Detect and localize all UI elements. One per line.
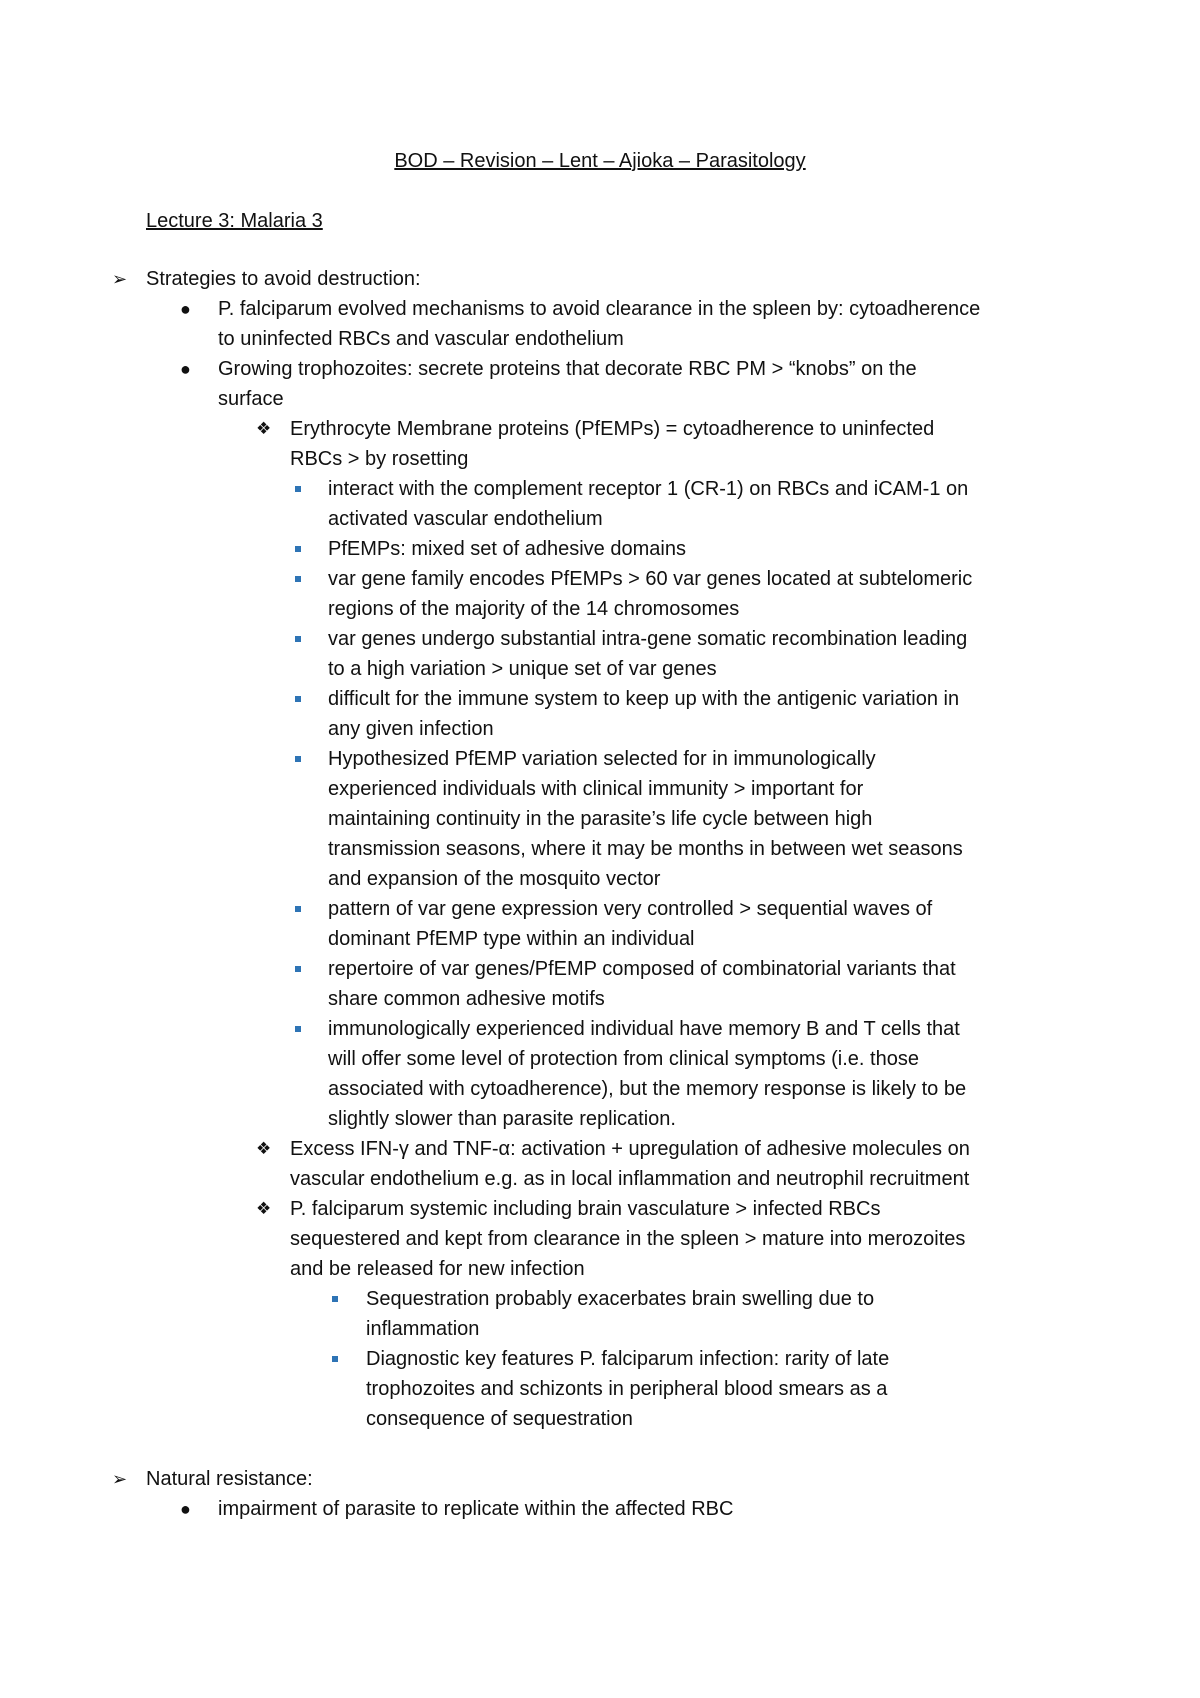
list-item-line: P. falciparum systemic including brain vasculature > infected RBCs: [290, 1198, 881, 1220]
list-item-line: consequence of sequestration: [366, 1408, 633, 1430]
document-title: BOD – Revision – Lent – Ajioka – Parasitology: [394, 150, 806, 172]
square-bullet-icon: [332, 1356, 338, 1362]
list-item-line: slightly slower than parasite replication.: [328, 1108, 676, 1130]
list-item-line: to uninfected RBCs and vascular endothelium: [218, 328, 624, 350]
list-item-line: difficult for the immune system to keep up with the antigenic variation in: [328, 688, 960, 710]
list-item-line: experienced individuals with clinical immunity > important for: [328, 778, 864, 800]
list-item-line: transmission seasons, where it may be months in between wet seasons: [328, 838, 963, 860]
list-item-line: Excess IFN-γ and TNF-α: activation + upregulation of adhesive molecules on: [290, 1138, 970, 1160]
list-item-line: inflammation: [366, 1318, 480, 1340]
list-item-line: var gene family encodes PfEMPs > 60 var genes located at subtelomeric: [328, 568, 973, 590]
list-item-line: to a high variation > unique set of var genes: [328, 658, 717, 680]
list-item-line: any given infection: [328, 718, 494, 740]
square-bullet-icon: [295, 546, 301, 552]
list-item-line: activated vascular endothelium: [328, 508, 603, 530]
diamond-bullet-icon: ❖: [256, 1199, 272, 1218]
square-bullet-icon: [295, 756, 301, 762]
square-bullet-icon: [295, 576, 301, 582]
list-item-line: and be released for new infection: [290, 1258, 585, 1280]
list-item-line: will offer some level of protection from clinical symptoms (i.e. those: [328, 1048, 919, 1070]
list-item-line: pattern of var gene expression very controlled > sequential waves of: [328, 898, 933, 920]
dot-bullet-icon: ●: [180, 1499, 191, 1519]
list-item-line: surface: [218, 388, 284, 410]
list-item-line: var genes undergo substantial intra-gene somatic recombination leading: [328, 628, 968, 650]
list-item-line: Growing trophozoites: secrete proteins that decorate RBC PM > “knobs” on the: [218, 358, 917, 380]
list-item-line: associated with cytoadherence), but the memory response is likely to be: [328, 1078, 967, 1100]
square-bullet-icon: [295, 966, 301, 972]
list-item-line: trophozoites and schizonts in peripheral blood smears as a: [366, 1378, 888, 1400]
list-item-line: P. falciparum evolved mechanisms to avoid clearance in the spleen by: cytoadherence: [218, 298, 981, 320]
list-item-line: Sequestration probably exacerbates brain swelling due to: [366, 1288, 875, 1310]
list-item-line: maintaining continuity in the parasite’s life cycle between high: [328, 808, 873, 830]
diamond-bullet-icon: ❖: [256, 419, 272, 438]
square-bullet-icon: [295, 1026, 301, 1032]
dot-bullet-icon: ●: [180, 359, 191, 379]
square-bullet-icon: [295, 696, 301, 702]
list-item-line: dominant PfEMP type within an individual: [328, 928, 695, 950]
list-item-line: and expansion of the mosquito vector: [328, 868, 661, 890]
list-item-line: interact with the complement receptor 1 (CR-1) on RBCs and iCAM-1 on: [328, 478, 969, 500]
list-item-line: Hypothesized PfEMP variation selected for in immunologically: [328, 748, 876, 770]
lecture-heading: Lecture 3: Malaria 3: [146, 210, 323, 232]
list-item-line: immunologically experienced individual have memory B and T cells that: [328, 1018, 960, 1040]
dot-bullet-icon: ●: [180, 299, 191, 319]
list-item-line: Erythrocyte Membrane proteins (PfEMPs) = cytoadherence to uninfected: [290, 418, 935, 440]
list-item-line: sequestered and kept from clearance in the spleen > mature into merozoites: [290, 1228, 966, 1250]
arrow-bullet-icon: ➢: [112, 269, 128, 289]
square-bullet-icon: [332, 1296, 338, 1302]
list-item-line: repertoire of var genes/PfEMP composed of combinatorial variants that: [328, 958, 956, 980]
diamond-bullet-icon: ❖: [256, 1139, 272, 1158]
list-item-line: Diagnostic key features P. falciparum infection: rarity of late: [366, 1348, 890, 1370]
list-item-line: impairment of parasite to replicate within the affected RBC: [218, 1498, 734, 1520]
section-heading-natural-resistance: Natural resistance:: [146, 1468, 313, 1490]
square-bullet-icon: [295, 486, 301, 492]
arrow-bullet-icon: ➢: [112, 1469, 128, 1489]
list-item-line: PfEMPs: mixed set of adhesive domains: [328, 538, 686, 560]
section-heading-strategies: Strategies to avoid destruction:: [146, 268, 421, 290]
list-item-line: regions of the majority of the 14 chromosomes: [328, 598, 740, 620]
square-bullet-icon: [295, 636, 301, 642]
square-bullet-icon: [295, 906, 301, 912]
list-item-line: RBCs > by rosetting: [290, 448, 469, 470]
list-item-line: vascular endothelium e.g. as in local inflammation and neutrophil recruitment: [290, 1168, 970, 1190]
list-item-line: share common adhesive motifs: [328, 988, 605, 1010]
